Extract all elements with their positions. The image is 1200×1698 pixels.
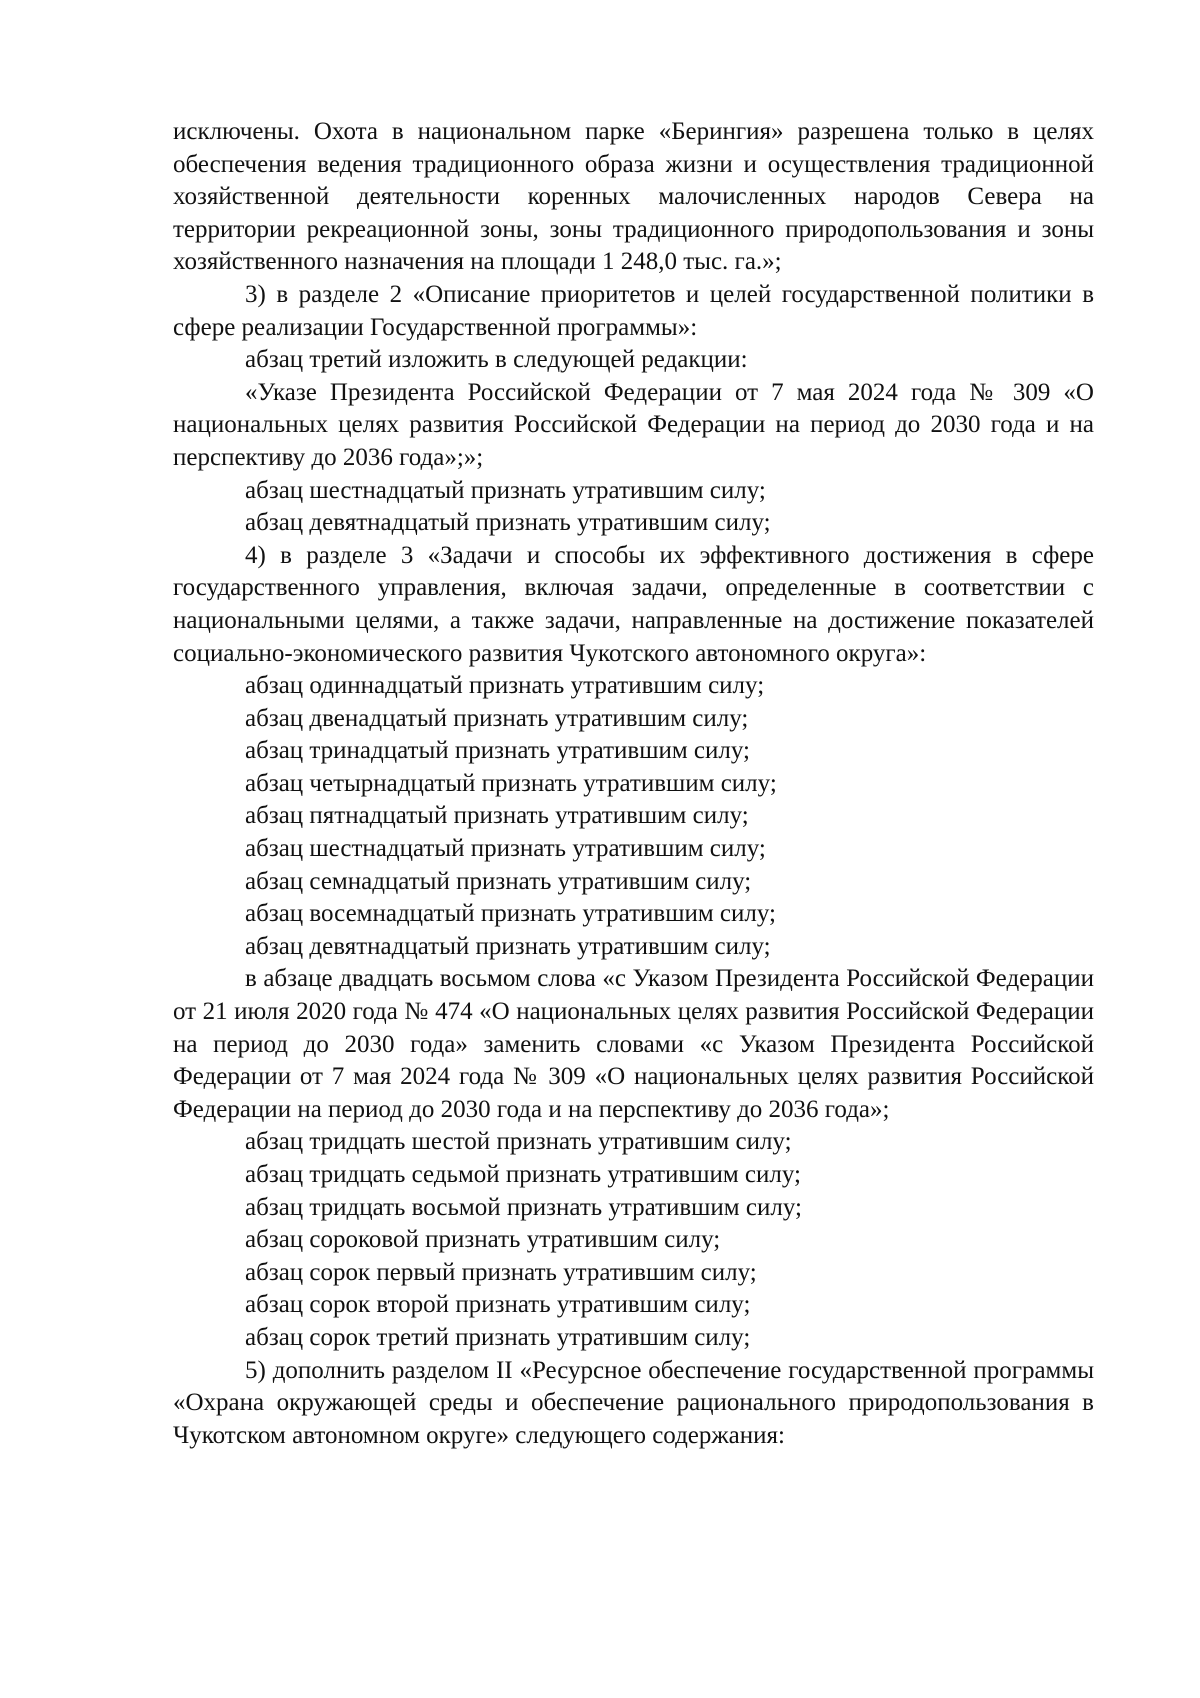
paragraph-line: абзац тридцать шестой признать утратившим силу; (245, 1128, 792, 1156)
paragraph-line: абзац сороковой признать утратившим силу; (245, 1226, 721, 1254)
paragraph-line: абзац девятнадцатый признать утратившим силу; (245, 509, 771, 537)
paragraph-line: абзац тридцать седьмой признать утратившим силу; (245, 1161, 801, 1188)
paragraph-line: абзац третий изложить в следующей редакции: (245, 346, 748, 374)
paragraph-line: абзац шестнадцатый признать утратившим силу; (245, 835, 766, 863)
paragraph-line: абзац восемнадцатый признать утратившим силу; (245, 900, 776, 928)
paragraph-line: абзац сорок третий признать утратившим силу; (245, 1323, 751, 1351)
paragraph-continuation: исключены. Охота в национальном парке «Берингия» разрешена только в целях обеспечения ведения традиционного образа жизни и осуществления традиционной хозяйственной деятельности коренных малочисленных народов Севера на территории рекреационной зоны, зоны традиционного природопользования и зоны хозяйственного назначения на площади 1 248,0 тыс. га.»; (173, 118, 1094, 276)
paragraph-line: абзац четырнадцатый признать утратившим силу; (245, 769, 777, 797)
paragraph-item-4: 4) в разделе 3 «Задачи и способы их эффективного достижения в сфере государственного управления, включая задачи, определенные в соответствии с национальными целями, а также задачи, направленные на достижение показателей социально-экономического развития Чукотского автономного округа»: (173, 541, 1094, 667)
paragraph-replacement: в абзаце двадцать восьмом слова «с Указом Президента Российской Федерации от 21 июля 2020 года № 474 «О национальных целях развития Российской Федерации на период до 2030 года» заменить словами «с Указом Президента Российской Федерации от 7 мая 2024 года № 309 «О национальных целях развития Российской Федерации на период до 2030 года и на перспективу до 2036 года»; (173, 965, 1094, 1123)
paragraph-line: абзац двенадцатый признать утратившим силу; (245, 704, 749, 732)
paragraph-line: абзац одиннадцатый признать утратившим силу; (245, 672, 765, 700)
paragraph-item-5: 5) дополнить разделом II «Ресурсное обеспечение государственной программы «Охрана окружающей среды и обеспечение рационального природопользования в Чукотском автономном округе» следующего содержания: (173, 1356, 1094, 1449)
paragraph-line: абзац тридцать восьмой признать утратившим силу; (245, 1193, 802, 1221)
paragraph-line: абзац шестнадцатый признать утратившим силу; (245, 476, 766, 504)
paragraph-line: абзац пятнадцатый признать утратившим силу; (245, 802, 749, 830)
paragraph-line: абзац семнадцатый признать утратившим силу; (245, 867, 752, 895)
paragraph-line: абзац сорок второй признать утратившим силу; (245, 1291, 751, 1319)
paragraph-quote: «Указе Президента Российской Федерации от 7 мая 2024 года № 309 «О национальных целях развития Российской Федерации на период до 2030 года и на перспективу до 2036 года»;»; (173, 378, 1094, 471)
paragraph-line: абзац девятнадцатый признать утратившим силу; (245, 932, 771, 960)
paragraph-item-3: 3) в разделе 2 «Описание приоритетов и целей государственной политики в сфере реализации Государственной программы»: (173, 280, 1094, 341)
paragraph-line: абзац сорок первый признать утратившим силу; (245, 1258, 757, 1286)
paragraph-line: абзац тринадцатый признать утратившим силу; (245, 737, 750, 765)
